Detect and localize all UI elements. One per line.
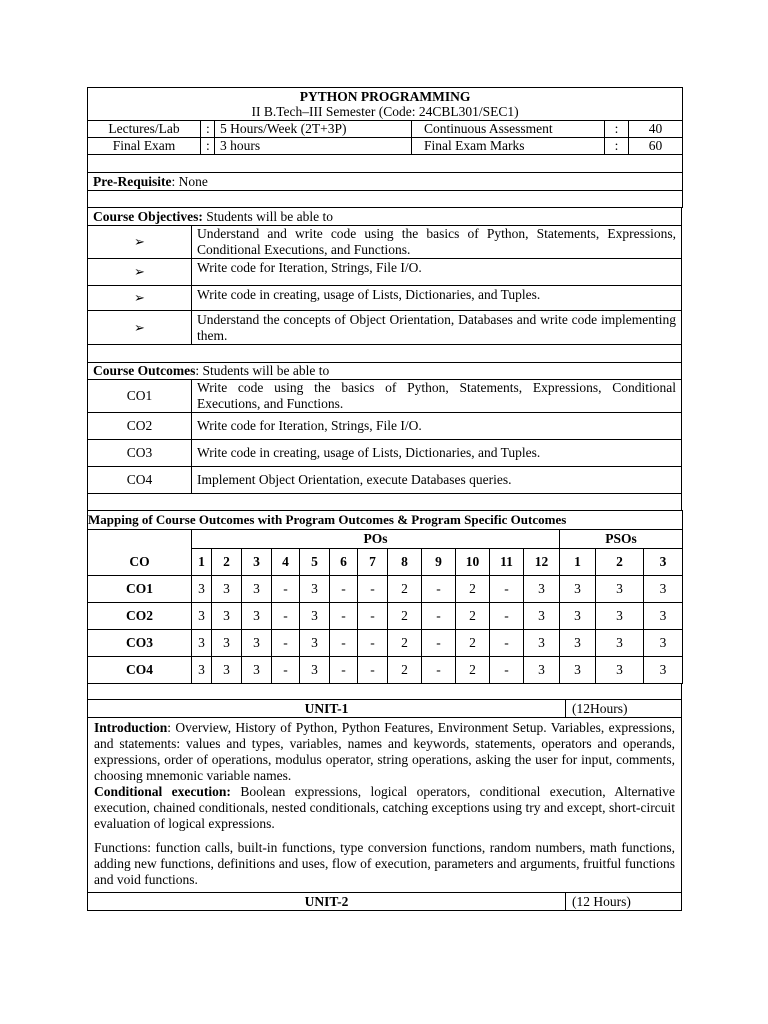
po-value: 2 bbox=[456, 630, 490, 657]
outcomes-heading bbox=[88, 363, 682, 380]
po-value: 3 bbox=[192, 657, 212, 684]
po-value: - bbox=[422, 630, 456, 657]
po-value: 2 bbox=[456, 576, 490, 603]
po-value: 2 bbox=[388, 576, 422, 603]
unit2-title: UNIT-2 bbox=[88, 893, 566, 911]
blank-row bbox=[88, 345, 682, 363]
mapping-table bbox=[87, 510, 683, 684]
po-value: - bbox=[490, 657, 524, 684]
po-value: 3 bbox=[524, 657, 560, 684]
mapping-row bbox=[88, 630, 683, 657]
po-value: 3 bbox=[212, 630, 242, 657]
outcome-row bbox=[88, 440, 682, 467]
outcome-row bbox=[88, 413, 682, 440]
objective-text: Understand the concepts of Object Orientation, Databases and write code implementing them. bbox=[192, 311, 682, 345]
pso-value: 3 bbox=[560, 603, 596, 630]
final-exam-value: 3 hours bbox=[215, 138, 412, 155]
pso-value: 3 bbox=[596, 657, 644, 684]
po-number: 5 bbox=[300, 549, 330, 576]
outcome-row bbox=[88, 467, 682, 494]
prerequisite-label: Pre-Requisite bbox=[93, 173, 172, 189]
po-value: 3 bbox=[242, 576, 272, 603]
po-value: - bbox=[330, 576, 358, 603]
po-value: - bbox=[358, 657, 388, 684]
pso-value: 3 bbox=[644, 603, 683, 630]
arrow-bullet-icon: ➢ bbox=[88, 286, 192, 311]
unit1-title: UNIT-1 bbox=[88, 700, 566, 718]
outcome-code: CO4 bbox=[88, 467, 192, 494]
po-value: 2 bbox=[456, 603, 490, 630]
po-value: 3 bbox=[300, 576, 330, 603]
po-value: - bbox=[358, 576, 388, 603]
po-number: 3 bbox=[242, 549, 272, 576]
continuous-assessment-label: Continuous Assessment bbox=[412, 121, 605, 138]
outcomes-intro: : Students will be able to bbox=[195, 363, 330, 378]
po-value: - bbox=[490, 576, 524, 603]
pso-value: 3 bbox=[644, 576, 683, 603]
mapping-number-row bbox=[88, 549, 683, 576]
po-value: - bbox=[330, 603, 358, 630]
lectures-value: 5 Hours/Week (2T+3P) bbox=[215, 121, 412, 138]
arrow-bullet-icon: ➢ bbox=[88, 259, 192, 286]
po-value: - bbox=[272, 576, 300, 603]
outcome-row bbox=[88, 380, 682, 413]
arrow-bullet-icon: ➢ bbox=[88, 311, 192, 345]
mapping-co-label: CO2 bbox=[88, 603, 192, 630]
objective-row bbox=[88, 286, 682, 311]
unit1-header bbox=[88, 700, 682, 718]
conditional-text: Boolean expressions, logical operators, conditional execution, Alternative execution, chained conditionals, nested conditionals, catching exceptions using try and except, short-circuit evaluation of logical expressions. bbox=[94, 784, 676, 831]
continuous-assessment-value: 40 bbox=[629, 121, 683, 138]
po-number: 8 bbox=[388, 549, 422, 576]
po-number: 1 bbox=[192, 549, 212, 576]
separator: : bbox=[201, 121, 215, 138]
outcome-text: Write code for Iteration, Strings, File I/O. bbox=[192, 413, 682, 440]
hours-row bbox=[88, 138, 683, 155]
hours-row bbox=[88, 121, 683, 138]
po-number: 7 bbox=[358, 549, 388, 576]
objective-row bbox=[88, 259, 682, 286]
po-value: - bbox=[422, 576, 456, 603]
unit2-header bbox=[88, 893, 682, 911]
final-exam-marks-label: Final Exam Marks bbox=[412, 138, 605, 155]
po-value: 3 bbox=[300, 603, 330, 630]
pso-value: 3 bbox=[596, 576, 644, 603]
introduction-label: Introduction bbox=[94, 720, 168, 735]
final-exam-label: Final Exam bbox=[88, 138, 201, 155]
po-number: 2 bbox=[212, 549, 242, 576]
po-value: 3 bbox=[242, 630, 272, 657]
pso-value: 3 bbox=[560, 630, 596, 657]
po-value: 3 bbox=[524, 576, 560, 603]
blank-row bbox=[88, 155, 683, 173]
pos-header: POs bbox=[192, 530, 560, 549]
po-value: - bbox=[490, 630, 524, 657]
syllabus-page bbox=[87, 87, 682, 911]
objectives-table bbox=[87, 207, 682, 363]
pso-value: 3 bbox=[596, 630, 644, 657]
mapping-row bbox=[88, 657, 683, 684]
mapping-co-label: CO1 bbox=[88, 576, 192, 603]
po-value: - bbox=[272, 630, 300, 657]
co-header: CO bbox=[88, 549, 192, 576]
objective-row bbox=[88, 226, 682, 259]
blank-row bbox=[88, 684, 682, 700]
po-value: 3 bbox=[212, 657, 242, 684]
po-value: 3 bbox=[300, 630, 330, 657]
separator: : bbox=[201, 138, 215, 155]
po-number: 4 bbox=[272, 549, 300, 576]
mapping-title: Mapping of Course Outcomes with Program Outcomes & Program Specific Outcomes bbox=[88, 511, 683, 530]
po-value: 3 bbox=[524, 603, 560, 630]
po-number: 11 bbox=[490, 549, 524, 576]
po-value: 3 bbox=[212, 576, 242, 603]
course-header bbox=[88, 88, 683, 121]
outcome-text: Implement Object Orientation, execute Databases queries. bbox=[192, 467, 682, 494]
po-number: 6 bbox=[330, 549, 358, 576]
objectives-intro: Students will be able to bbox=[202, 208, 333, 224]
po-value: - bbox=[422, 657, 456, 684]
outcome-code: CO3 bbox=[88, 440, 192, 467]
po-value: - bbox=[330, 657, 358, 684]
course-subtitle: II B.Tech–III Semester (Code: 24CBL301/SEC1) bbox=[251, 104, 519, 119]
unit-table bbox=[87, 683, 682, 911]
separator: : bbox=[605, 121, 629, 138]
po-value: 2 bbox=[388, 657, 422, 684]
pso-number: 3 bbox=[644, 549, 683, 576]
unit1-functions: Functions: function calls, built-in functions, type conversion functions, random numbers, math functions, adding new functions, definitions and uses, flow of execution, parameters and arguments, fruitful functions and void functions. bbox=[94, 840, 675, 887]
lectures-label: Lectures/Lab bbox=[88, 121, 201, 138]
outcome-text: Write code using the basics of Python, Statements, Expressions, Conditional Executions, and Functions. bbox=[192, 380, 682, 413]
po-number: 9 bbox=[422, 549, 456, 576]
unit1-conditional bbox=[94, 784, 675, 832]
unit1-content bbox=[88, 718, 682, 893]
po-value: 3 bbox=[242, 657, 272, 684]
po-value: - bbox=[490, 603, 524, 630]
po-value: 2 bbox=[388, 630, 422, 657]
final-exam-marks-value: 60 bbox=[629, 138, 683, 155]
po-value: 3 bbox=[192, 630, 212, 657]
mapping-row bbox=[88, 603, 683, 630]
po-value: 3 bbox=[212, 603, 242, 630]
outcome-code: CO2 bbox=[88, 413, 192, 440]
po-number: 10 bbox=[456, 549, 490, 576]
outcomes-label: Course Outcomes bbox=[93, 363, 196, 378]
po-value: 3 bbox=[192, 603, 212, 630]
po-value: 3 bbox=[242, 603, 272, 630]
pso-number: 2 bbox=[596, 549, 644, 576]
pso-value: 3 bbox=[560, 657, 596, 684]
po-value: - bbox=[272, 657, 300, 684]
po-number: 12 bbox=[524, 549, 560, 576]
unit1-content-row bbox=[88, 718, 682, 893]
objective-text: Write code for Iteration, Strings, File I/O. bbox=[192, 259, 682, 286]
blank-row bbox=[88, 494, 682, 511]
po-value: 3 bbox=[192, 576, 212, 603]
po-value: 3 bbox=[300, 657, 330, 684]
pso-value: 3 bbox=[560, 576, 596, 603]
outcome-text: Write code in creating, usage of Lists, Dictionaries, and Tuples. bbox=[192, 440, 682, 467]
arrow-bullet-icon: ➢ bbox=[88, 226, 192, 259]
course-title: PYTHON PROGRAMMING bbox=[299, 89, 471, 104]
header-table bbox=[87, 87, 683, 208]
psos-header: PSOs bbox=[560, 530, 683, 549]
objectives-label: Course Objectives: bbox=[93, 208, 203, 224]
blank-row bbox=[88, 191, 683, 208]
pso-number: 1 bbox=[560, 549, 596, 576]
po-value: - bbox=[272, 603, 300, 630]
po-value: - bbox=[358, 603, 388, 630]
prerequisite-text: : None bbox=[171, 173, 208, 189]
objective-row bbox=[88, 311, 682, 345]
outcome-code: CO1 bbox=[88, 380, 192, 413]
introduction-text: : Overview, History of Python, Python Features, Environment Setup. Variables, expressions, and statements: values and types, variables, names and keywords, statements, operators and operands, expressions, order of operations, modulus operator, string operations, asking the user for input, comments, choosing mnemonic variable names. bbox=[94, 720, 675, 783]
po-value: - bbox=[330, 630, 358, 657]
objective-text: Write code in creating, usage of Lists, Dictionaries, and Tuples. bbox=[192, 286, 682, 311]
objectives-heading bbox=[88, 208, 682, 226]
po-value: - bbox=[422, 603, 456, 630]
objective-text: Understand and write code using the basics of Python, Statements, Expressions, Conditional Executions, and Functions. bbox=[192, 226, 682, 259]
conditional-label: Conditional execution: bbox=[94, 784, 231, 799]
unit1-hours: (12Hours) bbox=[566, 700, 682, 718]
mapping-row bbox=[88, 576, 683, 603]
prerequisite-row bbox=[88, 173, 683, 191]
mapping-co-label: CO3 bbox=[88, 630, 192, 657]
separator: : bbox=[605, 138, 629, 155]
mapping-co-label: CO4 bbox=[88, 657, 192, 684]
po-value: 2 bbox=[388, 603, 422, 630]
po-value: 2 bbox=[456, 657, 490, 684]
pso-value: 3 bbox=[596, 603, 644, 630]
pso-value: 3 bbox=[644, 657, 683, 684]
outcomes-table bbox=[87, 362, 682, 511]
po-value: 3 bbox=[524, 630, 560, 657]
pso-value: 3 bbox=[644, 630, 683, 657]
unit1-introduction bbox=[94, 720, 675, 784]
po-value: - bbox=[358, 630, 388, 657]
unit2-hours: (12 Hours) bbox=[566, 893, 682, 911]
